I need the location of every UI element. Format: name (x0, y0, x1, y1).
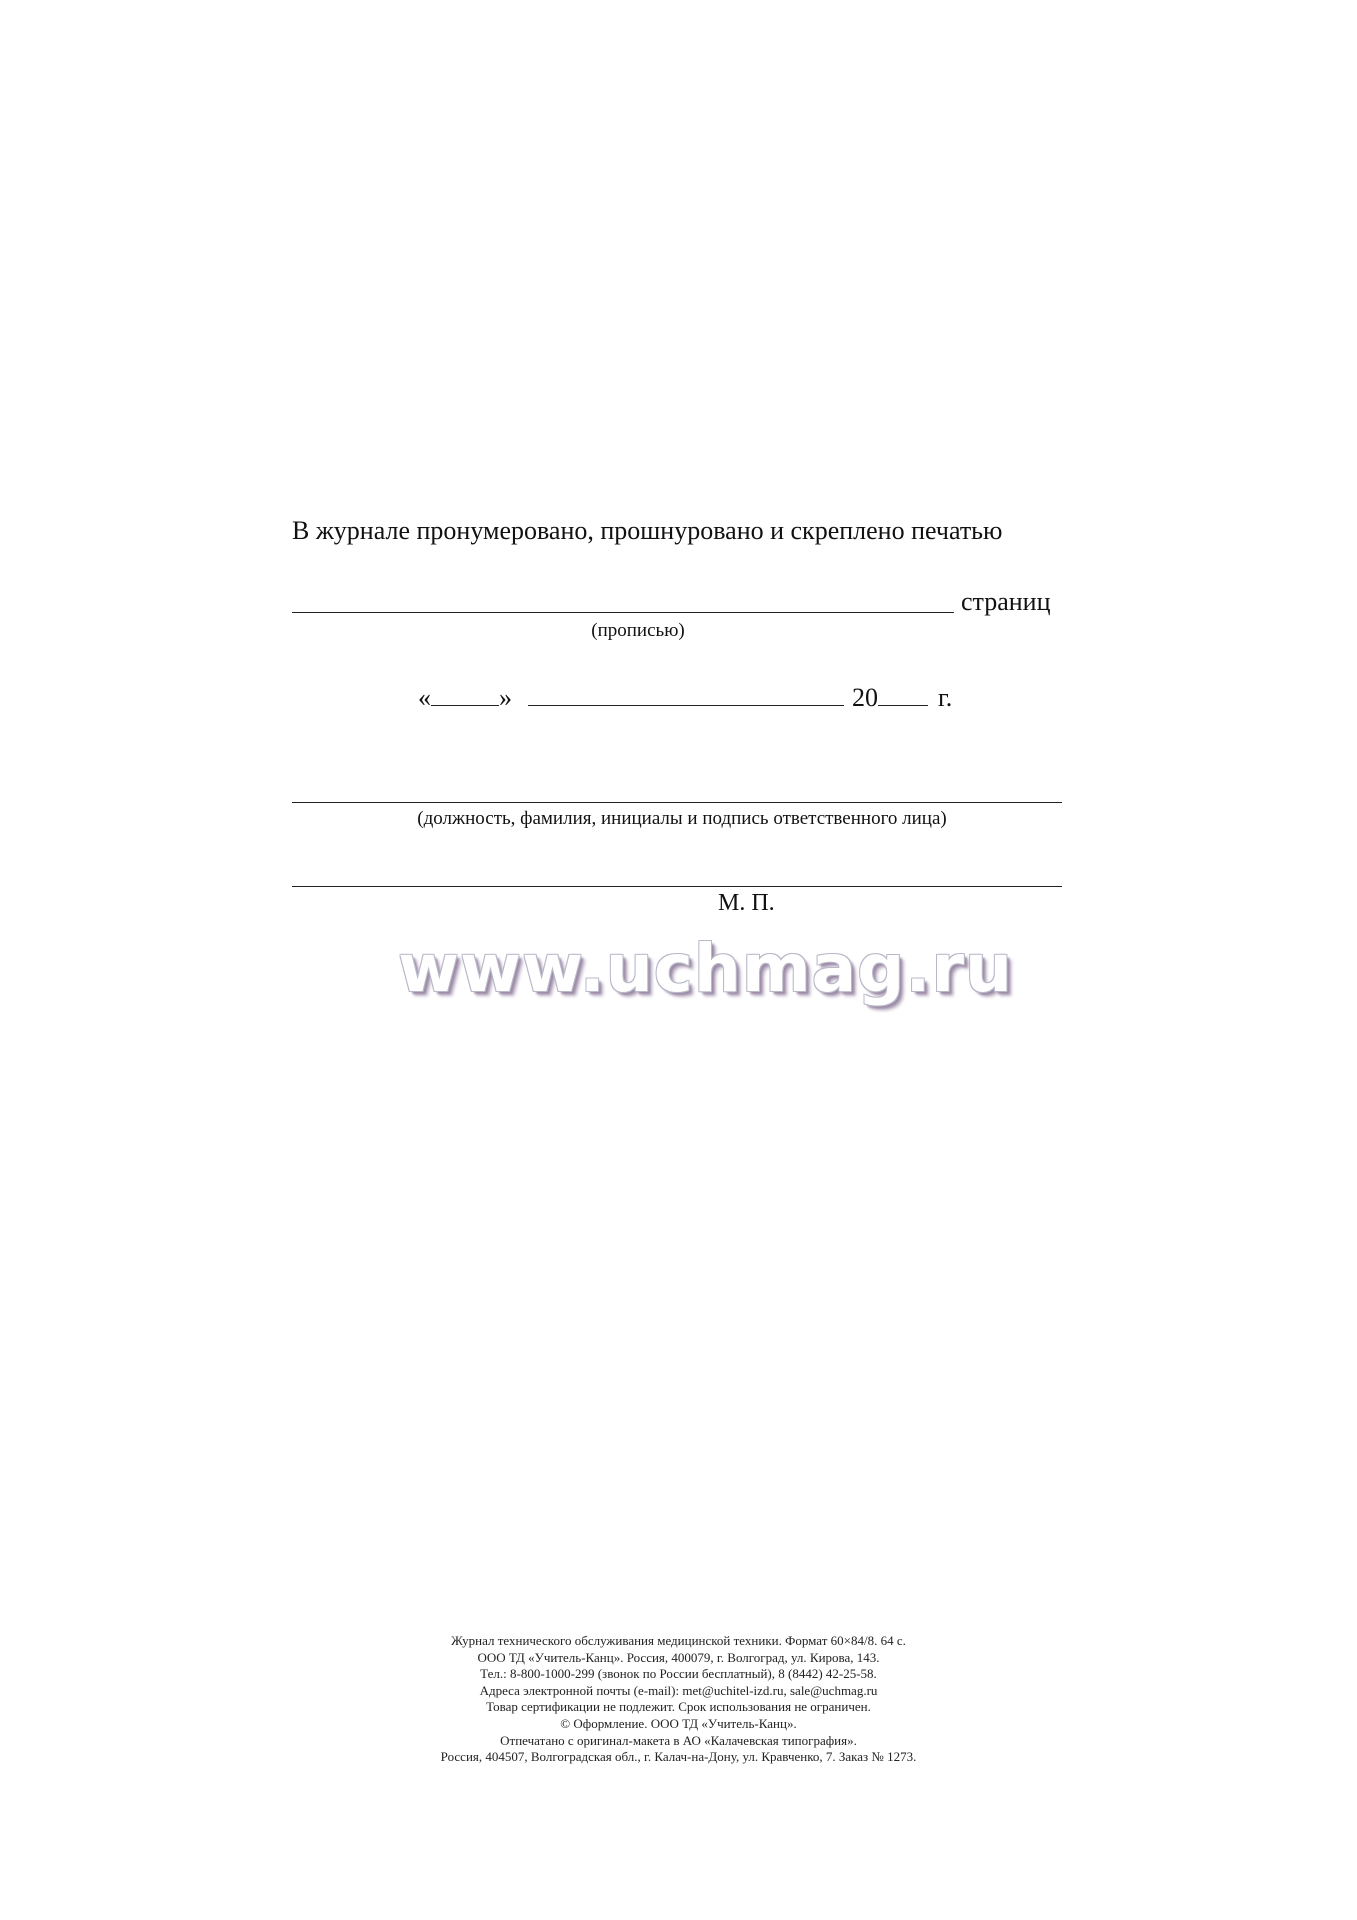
imprint-line: Тел.: 8-800-1000-299 (звонок по России бесплатный), 8 (8442) 42-25-58. (480, 1666, 877, 1682)
signature-caption: (должность, фамилия, инициалы и подпись ответственного лица) (417, 808, 947, 829)
date-day-field[interactable] (431, 683, 499, 706)
page-count-caption: (прописью) (591, 620, 685, 641)
date-year-prefix: 20 (852, 683, 878, 712)
stamp-label: М. П. (718, 890, 775, 916)
imprint-line: Товар сертификации не подлежит. Срок использования не ограничен. (486, 1699, 871, 1715)
imprint-line: Адреса электронной почты (e-mail): met@uchitel-izd.ru, sale@uchmag.ru (479, 1682, 878, 1698)
page-count-field[interactable] (292, 612, 954, 613)
stamp-line (292, 886, 1062, 887)
certification-statement: В журнале пронумеровано, прошнуровано и скреплено печатью (292, 516, 1003, 545)
date-open-quote: « (418, 683, 431, 712)
imprint-line: Отпечатано с оригинал-макета в АО «Калачевская типография». (500, 1732, 857, 1748)
imprint-line: Журнал технического обслуживания медицинской техники. Формат 60×84/8. 64 с. (451, 1633, 906, 1648)
imprint-line: © Оформление. ООО ТД «Учитель-Канц». (560, 1715, 797, 1731)
publisher-imprint (0, 1633, 1357, 1766)
watermark: www.uchmag.ru (398, 930, 1014, 1007)
date-month-field[interactable] (528, 683, 844, 706)
signature-field[interactable] (292, 802, 1062, 803)
pages-word: страниц (961, 587, 1051, 616)
imprint-line: Россия, 404507, Волгоградская обл., г. Калач-на-Дону, ул. Кравченко, 7. Заказ № 1273. (440, 1749, 917, 1765)
date-close-quote: » (499, 683, 512, 712)
date-row (418, 683, 952, 713)
imprint-line: ООО ТД «Учитель-Канц». Россия, 400079, г. Волгоград, ул. Кирова, 143. (477, 1649, 880, 1665)
date-year-field[interactable] (878, 683, 928, 706)
date-year-suffix: г. (938, 683, 953, 712)
